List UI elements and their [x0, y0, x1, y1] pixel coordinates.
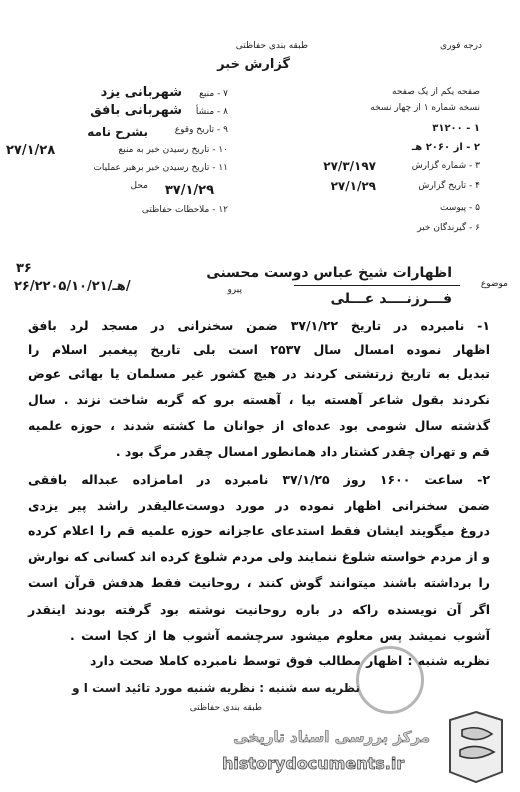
field-5: ۵ - پیوست	[439, 203, 480, 213]
field-10-value: ۲۷/۱/۲۸	[6, 143, 56, 158]
watermark-title: مرکز بررسی اسناد تاریخی	[233, 728, 430, 746]
footer-note: نظریه سه شنبه : نظریه شنبه مورد تائید است ا و	[72, 681, 360, 695]
body-line: تبدیل به تاریخ زرتشتی کردند در هیچ کشور غیر مسلمان یا بهائی عوض	[28, 366, 490, 381]
field-4-value: ۲۷/۱/۲۹	[330, 179, 376, 193]
footer-security-label: طبقه بندی حفاظتی	[189, 703, 262, 713]
field-11-sub: محل	[130, 181, 148, 191]
body-line: گذشته سال شومی بود عده‌ای از جوانان ما کشته شدند ، حوزه علمیه	[28, 418, 490, 433]
field-9-label: ۹ - تاریخ وقوع	[174, 125, 228, 135]
subject-number: ۳۶	[16, 261, 32, 276]
security-class-label: طبقه بندی حفاظتی	[235, 41, 308, 51]
body-line: نظریه شنبه : اظهار مطالب فوق توسط نامبرده کاملا صحت دارد	[90, 653, 490, 668]
body-line: ۲- ساعت ۱۶۰۰ روز ۳۷/۱/۲۵ نامبرده در امامزاده عبداله بافقی	[28, 472, 490, 487]
page-line: صفحه یکم از یک صفحه	[392, 87, 480, 97]
field-8-value: شهربانی بافق	[90, 103, 182, 118]
subject-title: اظهارات شیخ عباس دوست محسنی	[206, 265, 452, 281]
field-8-label: ۸ - منشأ	[195, 107, 228, 117]
subject-reference: ۲۶/۲۲۰۵/۱۰/۲۱/هـ/	[14, 279, 131, 294]
field-2: ۲ - از ۲۰۶۰ هـ	[411, 142, 480, 153]
field-6: ۶ - گیرندگان خبر	[417, 223, 480, 233]
field-1: ۱ - ۳۱۲۰۰	[432, 123, 480, 134]
body-line: اظهار نموده امسال سال ۲۵۳۷ است بلی تاریخ پیغمبر اسلام را	[28, 342, 490, 357]
copy-line: نسخه شماره ۱ از چهار نسخه	[370, 103, 480, 113]
subject-underline	[294, 285, 460, 286]
body-line: قم و تهران چقدر کشتار داد همانطور امسال چقدر مرگ بود .	[115, 444, 490, 459]
subject-label: موضوع	[480, 279, 508, 289]
watermark-url: historydocuments.ir	[222, 754, 405, 773]
field-11-label: ۱۱ - تاریخ رسیدن خبر برهبر عملیات	[93, 163, 228, 173]
body-line: ضمن سخنرانی اظهار نموده در مورد دوست‌عالیقدر راشد پیر یزدی	[28, 498, 490, 513]
field-11-value: ۳۷/۱/۲۹	[164, 183, 214, 198]
body-line: نکردند بقول شاعر آهسته بیا ، آهسته برو که گربه شاخت نزند . سال	[28, 392, 490, 407]
report-title: گزارش خبر	[217, 57, 290, 72]
body-line: اگر آن نویسنده راکه در باره روحانیت نوشته بود گرفته بودند اینقدر	[28, 602, 490, 617]
archive-logo-icon	[442, 706, 512, 786]
body-line: دروغ میگویند ایشان فقط استدعای عاجزانه حوزه علمیه قم را اعلام کرده	[28, 523, 490, 538]
field-9-value: بشرح نامه	[87, 125, 148, 139]
subject-sub-name: فـــرزنــــد عـــلی	[330, 291, 452, 307]
field-7-value: شهربانی یزد	[100, 85, 182, 100]
seal-stamp	[356, 646, 424, 714]
body-line: ۱- نامبرده در تاریخ ۳۷/۱/۲۲ ضمن سخنرانی در مسجد لرد بافق	[28, 318, 490, 333]
field-7-label: ۷ - منبع	[199, 89, 228, 99]
field-4-label: ۴ - تاریخ گزارش	[418, 181, 480, 191]
field-3-label: ۳ - شماره گزارش	[411, 161, 480, 171]
body-line: و از مردم خواسته شلوغ ننمایند ولی مردم شلوغ کرده اند کسانی که نوارش	[28, 549, 490, 564]
body-line: آشوب نمیشد پس معلوم میشود سرچشمه آشوب ها از کجا است .	[70, 628, 490, 643]
body-line: را برداشته باشند میتوانند گوش کنند ، روحانیت فقط هدفش قرآن است	[28, 575, 490, 590]
pir-label: پیرو	[227, 285, 242, 295]
field-3-value: ۲۷/۳/۱۹۷	[323, 159, 376, 173]
field-12-label: ۱۲ - ملاحظات حفاظتی	[141, 205, 228, 215]
field-10-label: ۱۰ - تاریخ رسیدن خبر به منبع	[118, 145, 228, 155]
classification-label: درجه فوری	[440, 41, 482, 51]
